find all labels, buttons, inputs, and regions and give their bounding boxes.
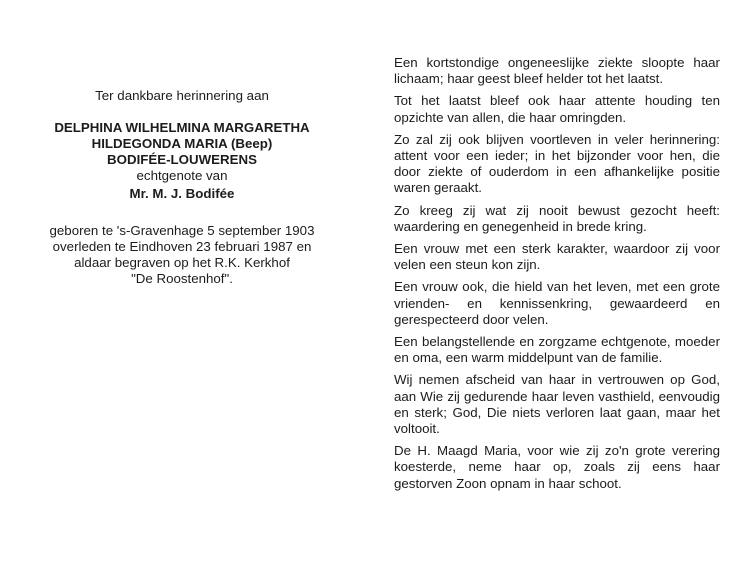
- name-line-2: HILDEGONDA MARIA (Beep): [91, 136, 273, 151]
- relation-text: echtgenote van: [136, 168, 228, 183]
- paragraph-5: Een vrouw met een sterk karakter, waardoor zij voor velen een steun kon zijn.: [394, 241, 720, 273]
- paragraph-4: Zo kreeg zij wat zij nooit bewust gezocht heeft: waardering en genegenheid in brede kring.: [394, 202, 720, 234]
- name-line-3: BODIFÉE-LOUWERENS: [107, 152, 257, 167]
- detail-line-1: geboren te 's-Gravenhage 5 september 1903: [49, 223, 315, 238]
- paragraph-9: De H. Maagd Maria, voor wie zij zo'n grote verering koesterde, neme haar op, zoals zij eens haar gestorven Zoon opnam in haar schoot.: [394, 443, 720, 491]
- name-line-1: DELPHINA WILHELMINA MARGARETHA: [54, 120, 310, 135]
- paragraph-1: Een kortstondige ongeneeslijke ziekte sloopte haar lichaam; haar geest bleef helder tot het laatst.: [394, 55, 720, 87]
- detail-line-4: "De Roostenhof".: [131, 271, 233, 286]
- paragraph-7: Een belangstellende en zorgzame echtgenote, moeder en oma, een warm middelpunt van de familie.: [394, 334, 720, 366]
- paragraph-2: Tot het laatst bleef ook haar attente houding ten opzichte van allen, die haar omringden.: [394, 93, 720, 125]
- left-column: [0, 88, 364, 287]
- paragraph-3: Zo zal zij ook blijven voortleven in veler herinnering: attent voor een ieder; in het bijzonder voor hen, die door ziekte of ouderdom in een afhankelijke positie waren geraakt.: [394, 131, 720, 196]
- husband-name: Mr. M. J. Bodifée: [129, 186, 235, 201]
- intro-text: Ter dankbare herinnering aan: [95, 88, 269, 103]
- right-column: [394, 55, 720, 498]
- detail-line-3: aldaar begraven op het R.K. Kerkhof: [74, 255, 290, 270]
- paragraph-8: Wij nemen afscheid van haar in vertrouwen op God, aan Wie zij gedurende haar leven vasthield, eenvoudig en sterk; God, Die niets verloren laat gaan, maar het voltooit.: [394, 372, 720, 437]
- detail-line-2: overleden te Eindhoven 23 februari 1987 en: [52, 239, 312, 254]
- paragraph-6: Een vrouw ook, die hield van het leven, met een grote vrienden- en kennissenkring, gewaardeerd en gerespecteerd door velen.: [394, 279, 720, 327]
